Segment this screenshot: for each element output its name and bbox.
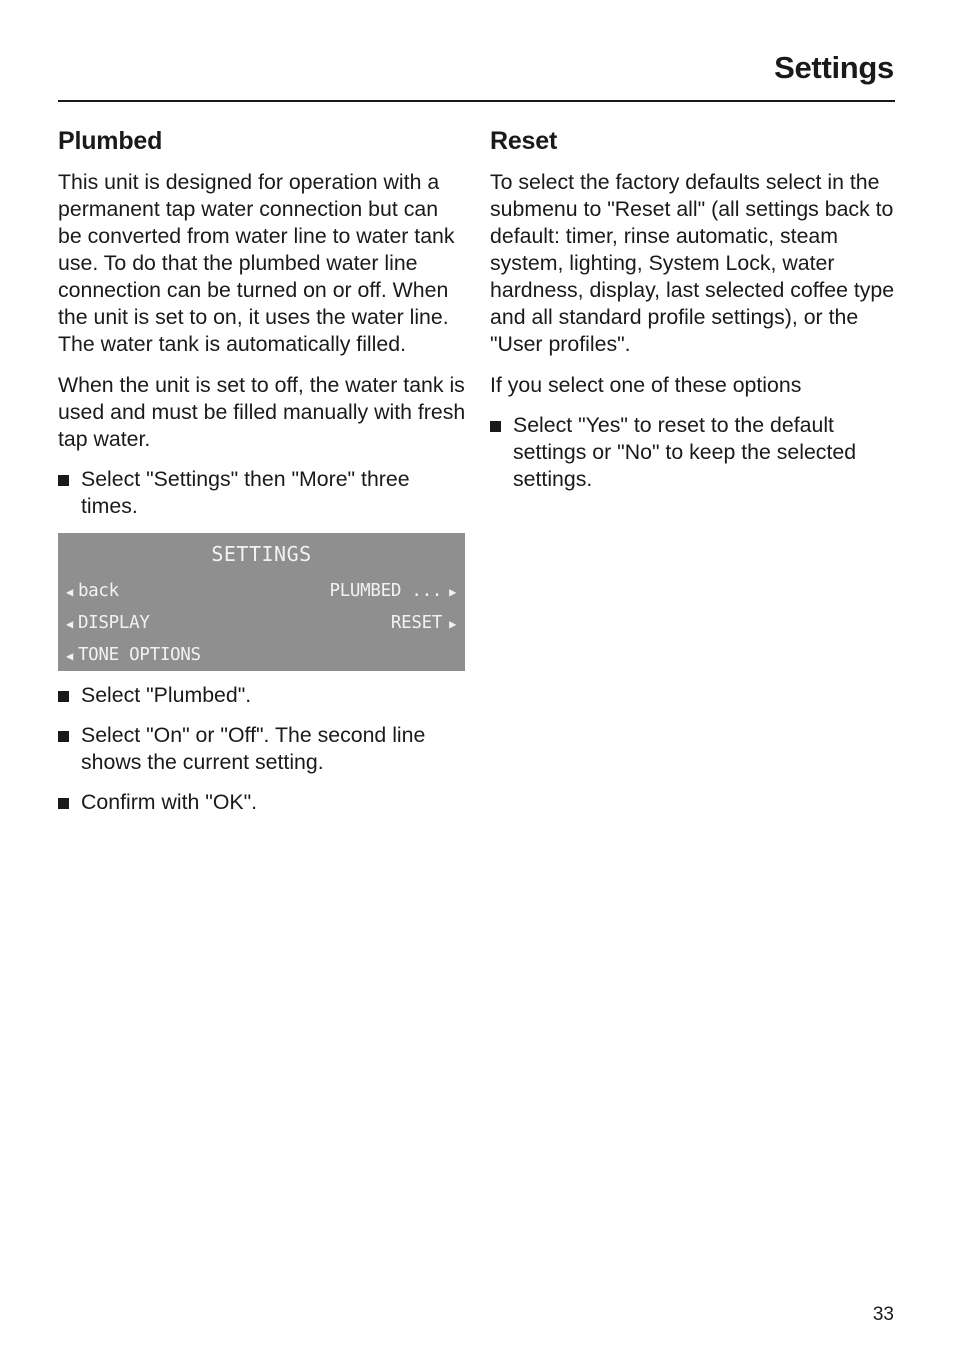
header-divider — [58, 100, 895, 102]
reset-heading: Reset — [490, 127, 558, 155]
list-item — [58, 682, 466, 709]
display-option-label: TONE OPTIONS — [77, 645, 201, 665]
display-option-reset — [391, 613, 456, 633]
triangle-right-icon: ▶ — [449, 585, 456, 599]
step-text: Confirm with "OK". — [81, 790, 258, 814]
triangle-left-icon: ◀ — [66, 649, 73, 663]
page-title: Settings — [774, 50, 894, 85]
list-item — [58, 466, 466, 520]
square-bullet-icon — [58, 691, 69, 702]
display-row — [58, 575, 465, 607]
triangle-right-icon: ▶ — [449, 617, 456, 631]
display-option-label: back — [77, 581, 119, 601]
display-option-display — [66, 613, 150, 633]
plumbed-section — [58, 124, 466, 829]
plumbed-paragraph-2: When the unit is set to off, the water tank is used and must be filled manually with fresh tap water. — [58, 373, 466, 451]
square-bullet-icon — [490, 421, 501, 432]
display-option-tone-options — [66, 645, 201, 665]
display-row — [58, 639, 465, 671]
square-bullet-icon — [58, 731, 69, 742]
reset-steps — [490, 412, 900, 493]
square-bullet-icon — [58, 475, 69, 486]
list-item — [490, 412, 900, 493]
step-text: Select "Plumbed". — [81, 683, 252, 707]
step-text: Select "On" or "Off". The second line shows the current setting. — [81, 723, 426, 774]
display-option-label: DISPLAY — [77, 613, 150, 633]
square-bullet-icon — [58, 798, 69, 809]
plumbed-paragraph-1: This unit is designed for operation with a permanent tap water connection but can be converted from water line to water tank use. To do that the plumbed water line connection can be turned on or off. When the unit is set to on, it uses the water line. The water tank is automatically filled. — [58, 170, 455, 356]
triangle-left-icon: ◀ — [66, 585, 73, 599]
plumbed-steps-before — [58, 466, 466, 520]
display-row — [58, 607, 465, 639]
display-option-plumbed — [329, 581, 456, 601]
triangle-left-icon: ◀ — [66, 617, 73, 631]
reset-section — [490, 124, 900, 506]
plumbed-heading: Plumbed — [58, 127, 163, 155]
display-option-back — [66, 581, 119, 601]
list-item — [58, 789, 466, 816]
reset-paragraph-1: To select the factory defaults select in the submenu to "Reset all" (all settings back to default: timer, rinse automatic, steam system, lighting, System Lock, water hardness, display, last selected coffee type and all standard profile settings), or the "User profiles". — [490, 170, 895, 356]
list-item — [58, 722, 466, 776]
page-number: 33 — [872, 1304, 894, 1325]
display-title: SETTINGS — [211, 542, 312, 566]
display-option-label: RESET — [390, 613, 443, 633]
plumbed-steps-after — [58, 682, 466, 816]
step-text: Select "Settings" then "More" three times. — [81, 467, 410, 518]
display-option-label: PLUMBED ... — [329, 581, 443, 601]
step-text: Select "Yes" to reset to the default settings or "No" to keep the selected settings. — [513, 413, 857, 491]
settings-display-panel — [58, 533, 465, 671]
reset-paragraph-2: If you select one of these options — [490, 373, 802, 397]
